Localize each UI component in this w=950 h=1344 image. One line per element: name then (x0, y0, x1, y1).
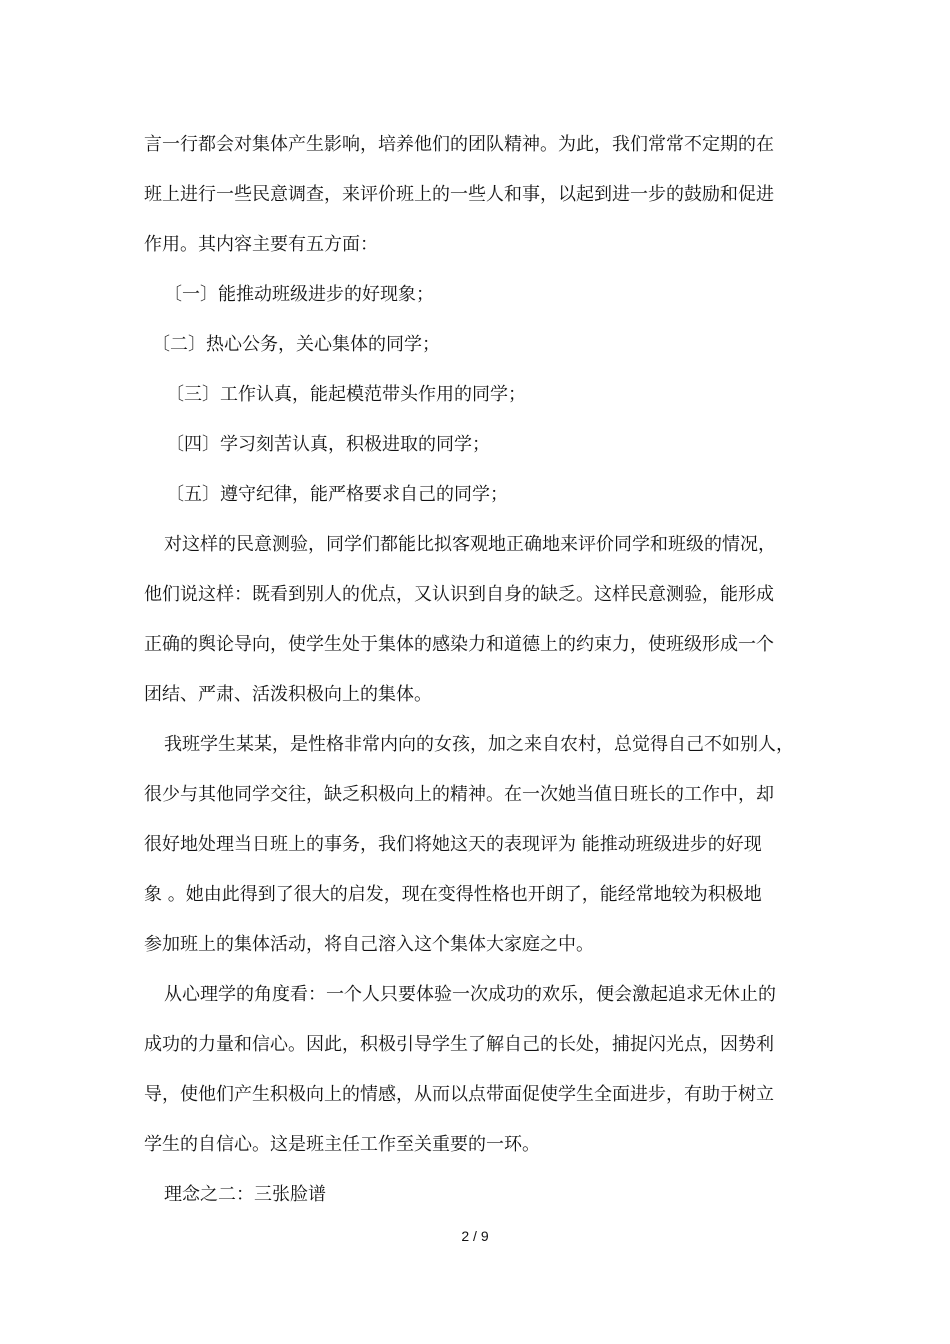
text-line: 很好地处理当日班上的事务，我们将她这天的表现评为 能推动班级进步的好现 (144, 834, 762, 855)
text-line: 言一行都会对集体产生影响，培养他们的团队精神。为此，我们常常不定期的在 (144, 134, 774, 155)
text-line: 成功的力量和信心。因此，积极引导学生了解自己的长处，捕捉闪光点，因势利 (144, 1034, 774, 1055)
text-line: 导，使他们产生积极向上的情感，从而以点带面促使学生全面进步，有助于树立 (144, 1084, 774, 1105)
text-line: 正确的舆论导向，使学生处于集体的感染力和道德上的约束力，使班级形成一个 (144, 634, 774, 655)
text-line: 作用。其内容主要有五方面： (144, 234, 378, 255)
text-line: 参加班上的集体活动，将自己溶入这个集体大家庭之中。 (144, 934, 594, 955)
list-item-4: 〔四〕学习刻苦认真，积极进取的同学； (166, 434, 490, 455)
list-item-3: 〔三〕工作认真，能起模范带头作用的同学； (166, 384, 526, 405)
text-line: 团结、严肃、活泼积极向上的集体。 (144, 684, 432, 705)
text-line: 学生的自信心。这是班主任工作至关重要的一环。 (144, 1134, 540, 1155)
text-line: 很少与其他同学交往，缺乏积极向上的精神。在一次她当值日班长的工作中，却 (144, 784, 774, 805)
page-number: 2 / 9 (461, 1228, 489, 1244)
list-item-5: 〔五〕遵守纪律，能严格要求自己的同学； (166, 484, 508, 505)
document-body (144, 120, 808, 1220)
text-line: 他们说这样：既看到别人的优点，又认识到自身的缺乏。这样民意测验，能形成 (144, 584, 774, 605)
paragraph-start: 从心理学的角度看：一个人只要体验一次成功的欢乐，便会激起追求无休止的 (164, 984, 776, 1005)
text-line: 班上进行一些民意调查，来评价班上的一些人和事，以起到进一步的鼓励和促进 (144, 184, 774, 205)
paragraph-start: 我班学生某某，是性格非常内向的女孩，加之来自农村，总觉得自己不如别人， (164, 734, 794, 755)
list-item-1: 〔一〕能推动班级进步的好现象； (164, 284, 434, 305)
section-heading: 理念之二：三张脸谱 (164, 1184, 326, 1205)
paragraph-start: 对这样的民意测验，同学们都能比拟客观地正确地来评价同学和班级的情况， (164, 534, 776, 555)
text-line: 象 。她由此得到了很大的启发，现在变得性格也开朗了，能经常地较为积极地 (144, 884, 762, 905)
list-item-2: 〔二〕热心公务，关心集体的同学； (152, 334, 440, 355)
